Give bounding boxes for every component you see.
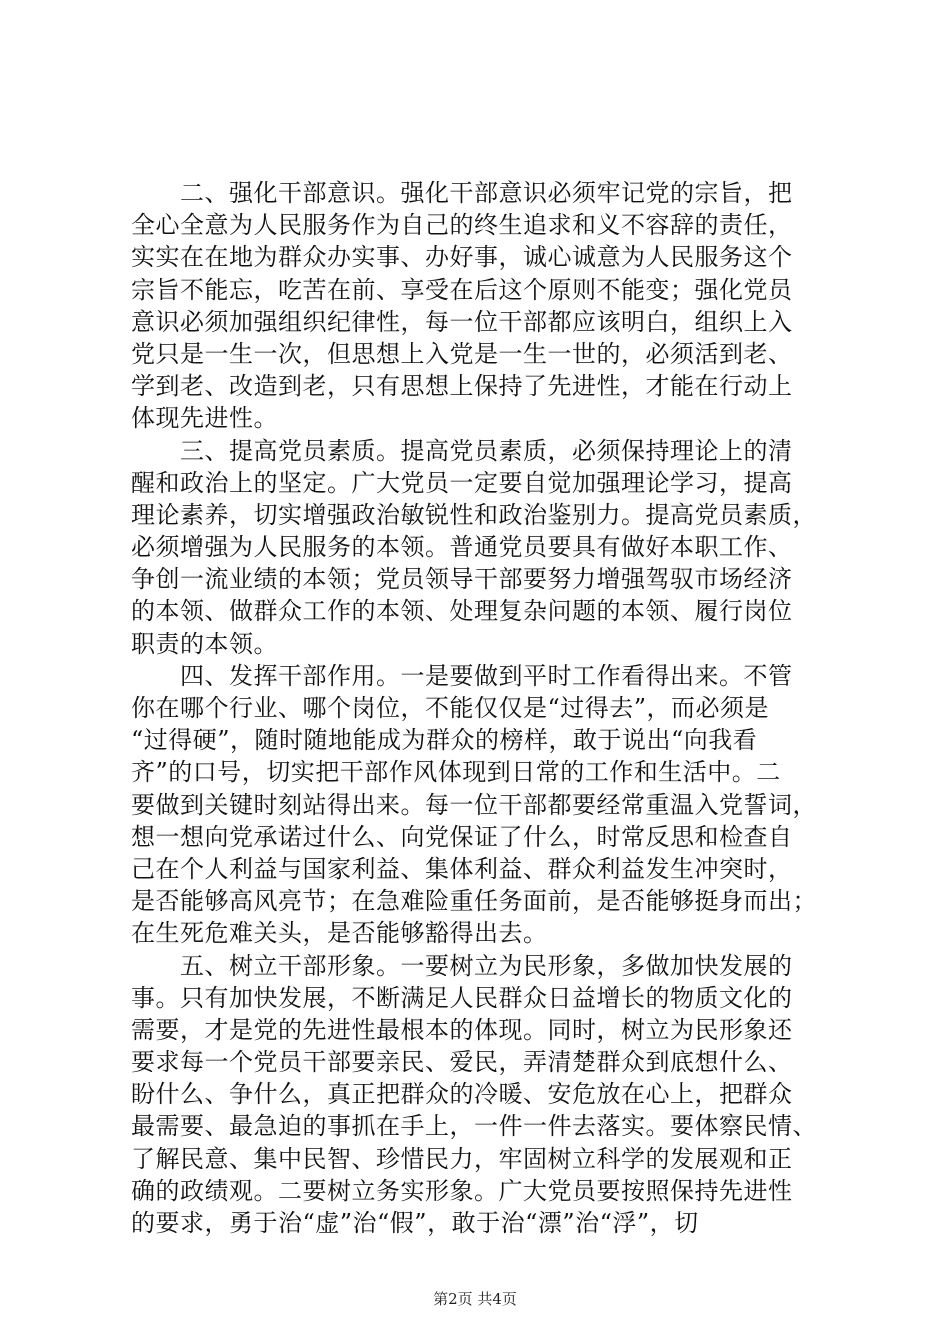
paragraph-first-line: 五、树立干部形象。一要树立为民形象，多做加快发展的 [180,951,793,980]
text-line: 争创一流业绩的本领；党员领导干部要努力增强驾驭市场经济 [131,565,793,594]
text-line: 职责的本领。 [131,629,278,658]
text-line: 学到老、改造到老，只有思想上保持了先进性，才能在行动上 [131,372,793,401]
text-line: 想一想向党承诺过什么、向党保证了什么，时常反思和检查自 [131,822,793,851]
text-line: 最需要、最急迫的事抓在手上，一件一件去落实。要体察民情、 [131,1112,817,1141]
text-line: 的要求，勇于治“虚”治“假”，敢于治“漂”治“浮”，切 [131,1209,699,1237]
page-number-footer: 第2页 共4页 [433,1290,517,1308]
text-line: 在生死危难关头，是否能够豁得出去。 [131,919,548,948]
text-line: 意识必须加强组织纪律性，每一位干部都应该明白，组织上入 [131,307,793,336]
text-line: 醒和政治上的坚定。广大党员一定要自觉加强理论学习，提高 [131,468,793,497]
text-line: 己在个人利益与国家利益、集体利益、群众利益发生冲突时， [131,854,793,883]
text-line: 体现先进性。 [131,404,278,433]
text-line: 是否能够高风亮节；在急难险重任务面前，是否能够挺身而出； [131,887,817,916]
text-line: 理论素养，切实增强政治敏锐性和政治鉴别力。提高党员素质， [131,500,817,529]
paragraph-first-line: 三、提高党员素质。提高党员素质，必须保持理论上的清 [180,436,793,465]
text-line: 全心全意为人民服务作为自己的终生追求和义不容辞的责任， [131,211,793,240]
paragraph [131,435,831,660]
text-line: 需要，才是党的先进性最根本的体现。同时，树立为民形象还 [131,1015,793,1044]
paragraph [131,177,831,435]
text-line: 要求每一个党员干部要亲民、爱民，弄清楚群众到底想什么、 [131,1048,793,1077]
text-line: 确的政绩观。二要树立务实形象。广大党员要按照保持先进性 [131,1176,793,1205]
paragraph-first-line: 二、强化干部意识。强化干部意识必须牢记党的宗旨，把 [180,179,793,207]
text-line: 必须增强为人民服务的本领。普通党员要具有做好本职工作、 [131,533,793,562]
text-line: 盼什么、争什么，真正把群众的冷暖、安危放在心上，把群众 [131,1080,793,1109]
text-line: “过得硬”，随时随地能成为群众的榜样，敢于说出“向我看 [131,726,758,755]
paragraph [131,660,831,950]
paragraph-first-line: 四、发挥干部作用。一是要做到平时工作看得出来。不管 [180,661,793,690]
document-body [131,177,831,1239]
text-line: 实实在在地为群众办实事、办好事，诚心诚意为人民服务这个 [131,243,793,272]
text-line: 了解民意、集中民智、珍惜民力，牢固树立科学的发展观和正 [131,1144,793,1173]
text-line: 要做到关键时刻站得出来。每一位干部都要经常重温入党誓词， [131,790,817,819]
text-line: 党只是一生一次，但思想上入党是一生一世的，必须活到老、 [131,339,793,368]
paragraph [131,950,831,1240]
text-line: 的本领、做群众工作的本领、处理复杂问题的本领、履行岗位 [131,597,793,626]
text-line: 齐”的口号，切实把干部作风体现到日常的工作和生活中。二 [131,758,781,787]
text-line: 事。只有加快发展，不断满足人民群众日益增长的物质文化的 [131,983,793,1012]
text-line: 你在哪个行业、哪个岗位，不能仅仅是“过得去”，而必须是 [131,694,770,722]
text-line: 宗旨不能忘，吃苦在前、享受在后这个原则不能变；强化党员 [131,275,793,304]
